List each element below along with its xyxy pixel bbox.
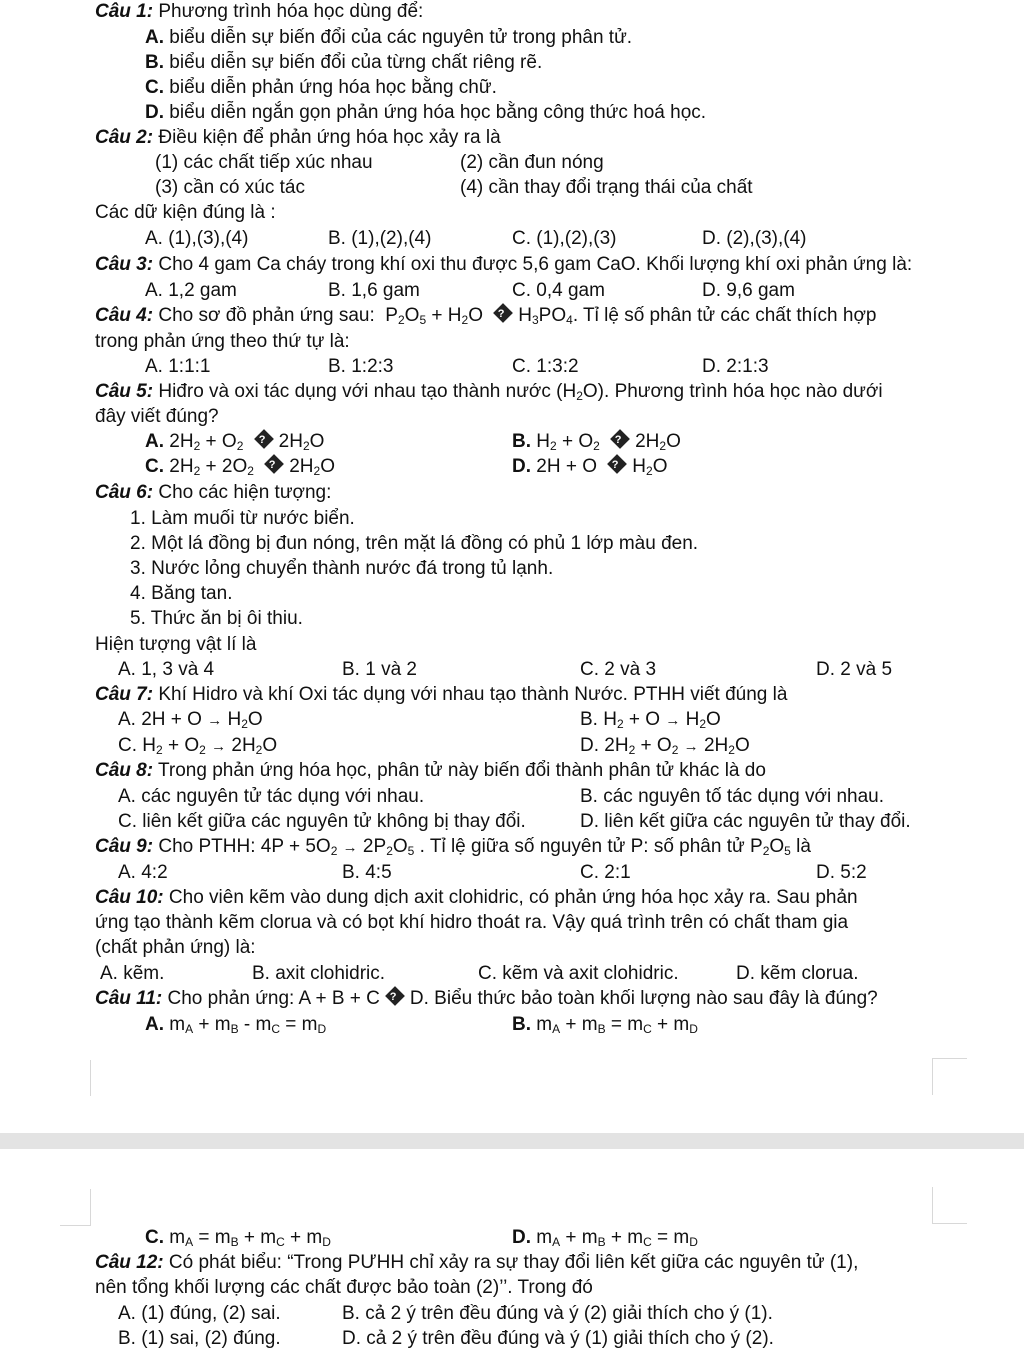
q8-option-b: B. các nguyên tố tác dụng với nhau. [580,786,884,807]
q10-line2: ứng tạo thành kẽm clorua và có bọt khí hidro thoát ra. Vậy quá trình trên có chất tham gia [95,912,849,933]
q11-option-c: C. $m_A = m_B + m_C + m_D$ [145,1227,331,1249]
option-text: biểu diễn phản ứng hóa học bằng chữ. [164,77,497,98]
q1-option-d [145,101,706,125]
page-corner-mark [60,1189,91,1226]
q3-option-a: A. 1,2 gam [145,280,237,301]
unknown-glyph-icon [610,429,630,449]
q12-option-a: A. (1) đúng, (2) sai. [118,1303,281,1324]
option-label: B. [580,709,598,730]
option-label: B. [512,431,531,452]
q6-option-d: D. 2 và 5 [816,659,893,680]
q8-option-c: C. liên kết giữa các nguyên tử không bị thay đổi. [118,811,526,832]
q1-option-c [145,76,497,100]
q2-option-c: C. (1),(2),(3) [512,228,617,249]
option-label: C. [145,1227,164,1248]
question-text-mid: . Tỉ lệ giữa số nguyên tử P: số phân tử [419,836,751,857]
product-formula: $P_2O_5$ [750,836,791,858]
question-label: Câu 9: [95,836,154,857]
question-4 [95,304,876,328]
q2-condition-3: (3) cần có xúc tác [155,177,305,198]
question-text: Điều kiện để phản ứng hóa học xảy ra là [153,127,501,148]
q5-option-d: D. 2H + O $?H_2O$ [512,455,667,479]
question-9 [95,835,811,859]
q9-option-d: D. 5:2 [816,862,867,883]
question-7 [95,683,787,707]
question-11 [95,987,878,1011]
option-label: D. [145,102,164,123]
q2-condition-2: (2) cần đun nóng [460,152,604,173]
q3-option-c: C. 0,4 gam [512,280,605,301]
q11-option-a: A. $m_A + m_B - m_C = m_D$ [145,1014,327,1036]
option-label: D. [512,456,531,477]
q10-option-a: A. kẽm. [100,963,165,984]
q7-option-c: C. $H_2 + O_2 \to 2H_2O$ [118,735,278,757]
question-label: Câu 7: [95,684,154,705]
question-text: Cho viên kẽm vào dung dịch axit clohidric, có phản ứng hóa học xảy ra. Sau phản [163,887,858,908]
q7-option-b: B. $H_2 + O \to H_2O$ [580,709,721,731]
question-text: Trong phản ứng hóa học, phân tử này biến đổi thành phân tử khác là do [153,760,766,781]
question-label: Câu 3: [95,254,154,275]
q7-option-d: D. $2H_2 + O_2 \to 2H_2O$ [580,735,750,757]
q8-option-a: A. các nguyên tử tác dụng với nhau. [118,786,425,807]
q4-option-b: B. 1:2:3 [328,356,394,377]
q3-option-d: D. 9,6 gam [702,280,795,301]
q1-option-b [145,51,542,75]
q4-option-c: C. 1:3:2 [512,356,579,377]
question-text: Cho các hiện tượng: [153,482,332,503]
unknown-glyph-icon [254,429,274,449]
q6-item-5: 5. Thức ăn bị ôi thiu. [130,608,303,629]
question-label: Câu 2: [95,127,154,148]
q11-option-d: D. $m_A + m_B + m_C = m_D$ [512,1227,698,1249]
question-label: Câu 1: [95,1,154,22]
q2-condition-4: (4) cần thay đổi trạng thái của chất [460,177,753,198]
question-text: Phương trình hóa học dùng để: [153,1,424,22]
option-text: biểu diễn sự biến đổi của từng chất riêng rẽ. [164,52,543,73]
question-text-end: O). Phương trình hóa học nào dưới [582,381,883,402]
unknown-glyph-icon [264,454,284,474]
q10-option-d: D. kẽm clorua. [736,963,859,984]
question-text: Cho phản ứng: A + B + C [162,988,380,1009]
question-3 [95,253,912,277]
q11-option-b: B. $m_A + m_B = m_C + m_D$ [512,1014,698,1036]
option-label: C. [118,735,137,756]
q6-option-a: A. 1, 3 và 4 [118,659,215,680]
q9-option-a: A. 4:2 [118,862,168,883]
question-label: Câu 12: [95,1252,164,1273]
q12-option-d: D. cả 2 ý trên đều đúng và ý (1) giải thích cho ý (2). [342,1328,774,1349]
question-label: Câu 11: [95,988,163,1009]
q5-option-b: B. $H_2 + O_2$ ? $2H_2O$ [512,430,681,454]
q6-option-b: B. 1 và 2 [342,659,417,680]
option-label: A. [145,431,164,452]
page-separator [0,1133,1024,1149]
q6-item-3: 3. Nước lỏng chuyển thành nước đá trong tủ lạnh. [130,558,554,579]
q2-condition-1: (1) các chất tiếp xúc nhau [155,152,373,173]
reaction-formula: $4P + 5O_2 \to 2P_2O_5$ [260,836,415,858]
q4-line2: trong phản ứng theo thứ tự là: [95,331,350,352]
unknown-glyph-icon [607,454,627,474]
q2-option-d: D. (2),(3),(4) [702,228,807,249]
question-label: Câu 5: [95,381,154,402]
option-label: C. [145,456,164,477]
q6-item-4: 4. Băng tan. [130,583,233,604]
q10-line3: (chất phản ứng) là: [95,937,256,958]
question-6 [95,481,331,505]
option-label: A. [145,27,164,48]
page-corner-mark [932,1058,967,1095]
option-label: D. [580,735,599,756]
option-label: D. [512,1227,531,1248]
q5-line2: đây viết đúng? [95,406,219,427]
option-label: B. [145,52,164,73]
option-label: C. [145,77,164,98]
question-text-tail: D. Biểu thức bảo toàn khối lượng nào sau đây là đúng? [409,988,878,1009]
question-label: Câu 8: [95,760,154,781]
q6-item-2: 2. Một lá đồng bị đun nóng, trên mặt lá đồng có phủ 1 lớp màu đen. [130,533,699,554]
option-text: biểu diễn ngắn gọn phản ứng hóa học bằng công thức hoá học. [164,102,707,123]
page-corner-mark [932,1187,967,1224]
q12-option-b: B. cả 2 ý trên đều đúng và ý (2) giải thích cho ý (1). [342,1303,773,1324]
question-1 [95,0,423,24]
reaction-formula: $P_2O_5 + H_2O$ $?H_3PO_4$ [380,305,573,326]
q12-option-c: B. (1) sai, (2) đúng. [118,1328,281,1349]
q9-option-b: B. 4:5 [342,862,392,883]
unknown-glyph-icon [493,303,513,323]
q10-option-c: C. kẽm và axit clohidric. [478,963,679,984]
option-label: B. [512,1014,531,1035]
q8-option-d: D. liên kết giữa các nguyên tử thay đổi. [580,811,911,832]
question-10 [95,886,858,910]
question-12 [95,1251,858,1275]
q3-option-b: B. 1,6 gam [328,280,420,301]
q7-option-a: A. $2H + O \to H_2O$ [118,709,263,731]
q4-option-a: A. 1:1:1 [145,356,211,377]
q6-item-1: 1. Làm muối từ nước biển. [130,508,355,529]
question-text: Khí Hidro và khí Oxi tác dụng với nhau tạo thành Nước. PTHH viết đúng là [153,684,788,705]
question-label: Câu 4: [95,305,154,326]
q4-option-d: D. 2:1:3 [702,356,769,377]
page-corner-mark [60,1060,91,1096]
question-text: Có phát biểu: “Trong PƯHH chỉ xảy ra sự thay đổi liên kết giữa các nguyên tử (1), [163,1252,859,1273]
option-text: biểu diễn sự biến đổi của các nguyên tử trong phân tử. [164,27,633,48]
question-8 [95,759,766,783]
q6-option-c: C. 2 và 3 [580,659,657,680]
q9-option-c: C. 2:1 [580,862,631,883]
q1-option-a [145,26,632,50]
q2-prompt: Các dữ kiện đúng là : [95,202,276,223]
q6-prompt: Hiện tượng vật lí là [95,634,257,655]
q5-option-c: C. $2H_2 + 2O_2$ ? $2H_2O$ [145,455,335,479]
option-label: A. [145,1014,164,1035]
question-text-end: là [790,836,811,857]
q2-option-b: B. (1),(2),(4) [328,228,432,249]
question-text: Cho 4 gam Ca cháy trong khí oxi thu được 5,6 gam CaO. Khối lượng khí oxi phản ứng là: [153,254,913,275]
question-text-tail: . Tỉ lệ số phân tử các chất thích hợp [572,305,877,326]
q5-option-a: A. $2H_2 + O_2$ ? $2H_2O$ [145,430,324,454]
q10-option-b: B. axit clohidric. [252,963,386,984]
question-text: Cho sơ đồ phản ứng sau: [153,305,375,326]
document-page-2 [0,1149,1024,1353]
q2-option-a: A. (1),(3),(4) [145,228,249,249]
option-label: A. [118,709,136,730]
question-text: Hiđro và oxi tác dụng với nhau tạo thành nước (H [153,381,577,402]
question-2 [95,126,501,150]
unknown-glyph-icon [385,986,405,1006]
q12-line2: nên tổng khối lượng các chất được bảo toàn (2)’’. Trong đó [95,1277,593,1298]
question-text: Cho PTHH: [153,836,261,857]
question-label: Câu 10: [95,887,164,908]
question-5: Câu 5: Hiđro và oxi tác dụng với nhau tạo thành nước $(H_2O)$. Phương trình hóa học nào dưới [95,381,883,403]
question-label: Câu 6: [95,482,154,503]
